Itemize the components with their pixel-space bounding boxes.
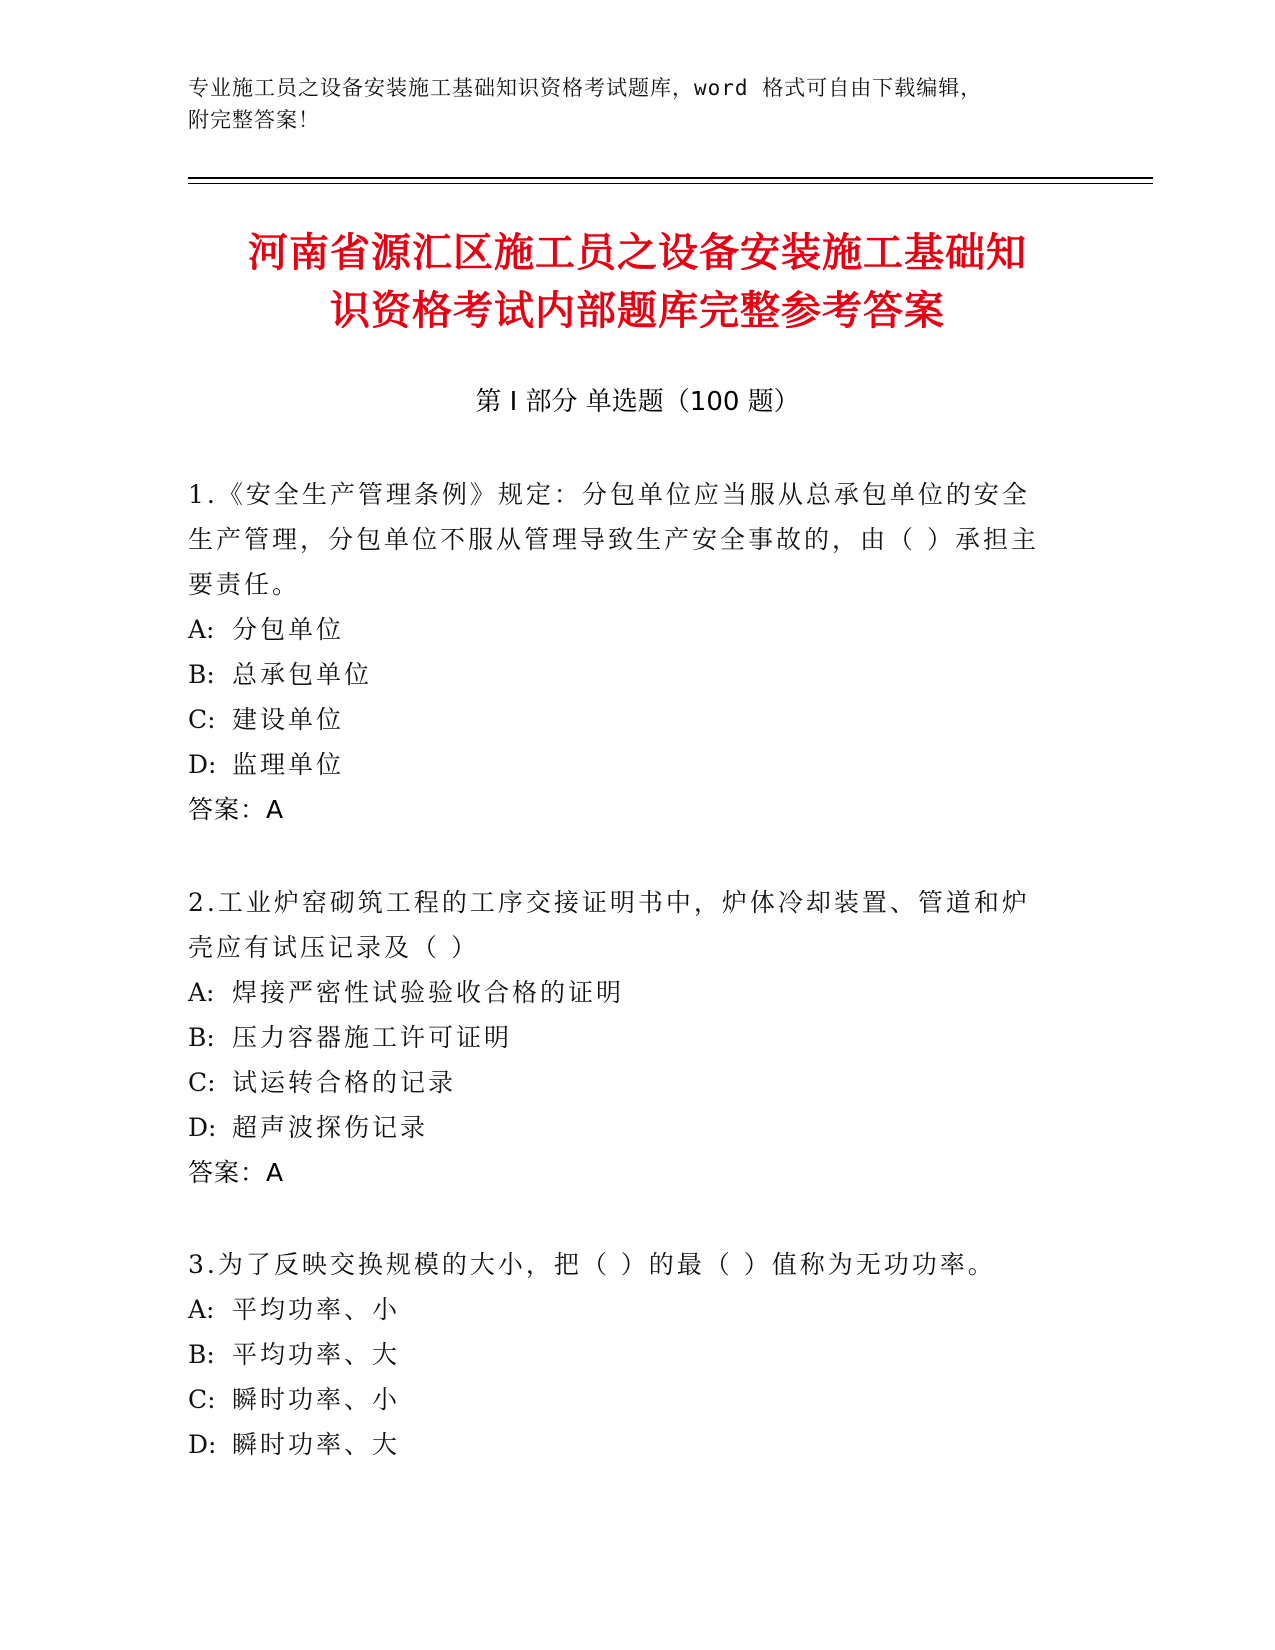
header-rule-thin [188, 183, 1153, 184]
option-text: 压力容器施工许可证明 [232, 1023, 513, 1052]
question-stem [188, 1242, 1068, 1287]
section-heading: 第 I 部分 单选题（100 题） [475, 387, 800, 417]
option-letter: B: [188, 660, 215, 689]
option-letter: D: [188, 750, 217, 779]
option-text: 监理单位 [232, 750, 345, 779]
option-c [188, 1377, 1068, 1422]
header-note-line-1: 专业施工员之设备安装施工基础知识资格考试题库，word 格式可自由下载编辑， [188, 76, 983, 100]
option-letter: D: [188, 1430, 217, 1459]
option-text: 瞬时功率、小 [232, 1385, 401, 1414]
option-letter: D: [188, 1113, 217, 1142]
question-stem-line: 要责任。 [188, 570, 301, 599]
question-1 [188, 472, 1068, 832]
option-a [188, 607, 1068, 652]
header-note-line-2: 附完整答案！ [188, 108, 320, 132]
question-stem-line: 生产管理，分包单位不服从管理导致生产安全事故的，由（ ）承担主 [188, 525, 1039, 554]
question-stem [188, 472, 1068, 607]
option-letter: B: [188, 1340, 215, 1369]
option-c [188, 1060, 1068, 1105]
question-3 [188, 1242, 1068, 1467]
option-b [188, 652, 1068, 697]
option-text: 瞬时功率、大 [232, 1430, 401, 1459]
option-text: 分包单位 [232, 615, 345, 644]
option-b [188, 1332, 1068, 1377]
option-letter: B: [188, 1023, 215, 1052]
option-a [188, 970, 1068, 1015]
question-stem [188, 880, 1068, 970]
option-b [188, 1015, 1068, 1060]
option-text: 焊接严密性试验验收合格的证明 [232, 978, 625, 1007]
answer-line: 答案：A [188, 1158, 285, 1187]
option-text: 超声波探伤记录 [232, 1113, 429, 1142]
option-a [188, 1287, 1068, 1332]
option-d [188, 742, 1068, 787]
document-title-line-1: 河南省源汇区施工员之设备安装施工基础知 [248, 230, 1027, 276]
option-text: 平均功率、小 [232, 1295, 401, 1324]
option-letter: A: [188, 1295, 215, 1324]
option-c [188, 697, 1068, 742]
document-title-line-2: 识资格考试内部题库完整参考答案 [330, 288, 945, 334]
option-text: 试运转合格的记录 [232, 1068, 457, 1097]
option-letter: C: [188, 1385, 216, 1414]
option-letter: A: [188, 978, 215, 1007]
question-stem-line: 壳应有试压记录及（ ） [188, 933, 479, 962]
option-text: 总承包单位 [232, 660, 373, 689]
option-text: 建设单位 [232, 705, 345, 734]
option-letter: C: [188, 1068, 216, 1097]
question-stem-line: 1.《安全生产管理条例》规定：分包单位应当服从总承包单位的安全 [188, 480, 1030, 509]
option-text: 平均功率、大 [232, 1340, 401, 1369]
option-letter: C: [188, 705, 216, 734]
question-stem-line: 2.工业炉窑砌筑工程的工序交接证明书中，炉体冷却装置、管道和炉 [188, 888, 1030, 917]
answer-line: 答案：A [188, 795, 285, 824]
header-note [188, 72, 1068, 136]
question-stem-line: 3.为了反映交换规模的大小，把（ ）的最（ ）值称为无功功率。 [188, 1250, 996, 1279]
document-title [150, 224, 1125, 340]
header-rule-thick [188, 177, 1153, 179]
option-d [188, 1422, 1068, 1467]
option-d [188, 1105, 1068, 1150]
option-letter: A: [188, 615, 215, 644]
question-2 [188, 880, 1068, 1195]
